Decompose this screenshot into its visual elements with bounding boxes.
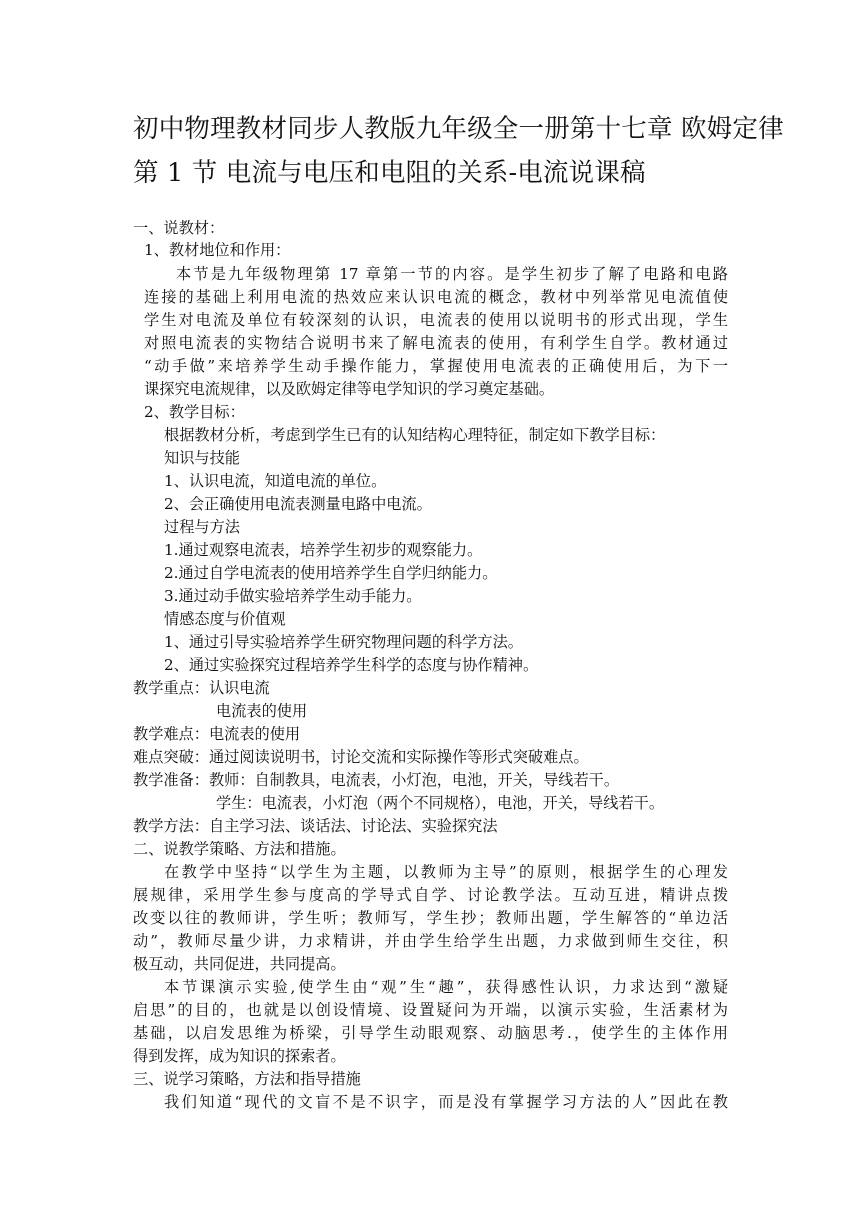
paragraph-line: 展规律，采用学生参与度高的学导式自学、讨论教学法。互动互进，精讲点拨 — [133, 886, 728, 904]
paragraph-line: 本节课演示实验,使学生由“观”生“趣”，获得感性认识，力求达到“激疑 — [164, 978, 728, 996]
paragraph-line: 极互动，共同促进，共同提高。 — [133, 955, 346, 973]
paragraph-line: 课探究电流规律，以及欧姆定律等电学知识的学习奠定基础。 — [144, 380, 555, 398]
paragraph-line: “动手做”来培养学生动手操作能力，掌握使用电流表的正确使用后，为下一 — [144, 357, 728, 375]
paragraph-line: 我们知道“现代的文盲不是不识字，而是没有掌握学习方法的人”因此在教 — [164, 1093, 728, 1111]
goal-category: 过程与方法 — [164, 518, 240, 536]
section-heading-1: 一、说教材： — [133, 219, 225, 237]
goal-item: 2、通过实验探究过程培养学生科学的态度与协作精神。 — [164, 656, 539, 674]
document-title-line-2: 第 1 节 电流与电压和电阻的关系-电流说课稿 — [133, 158, 646, 188]
teaching-difficulty: 教学难点：电流表的使用 — [133, 725, 301, 743]
teaching-preparation: 教学准备：教师：自制教具，电流表，小灯泡，电池，开关，导线若干。 — [133, 771, 619, 789]
goal-item: 1.通过观察电流表，培养学生初步的观察能力。 — [164, 541, 483, 559]
paragraph-line: 改变以往的教师讲，学生听；教师写，学生抄；教师出题，学生解答的“单边活 — [133, 909, 728, 927]
goal-item: 1、通过引导实验培养学生研究物理问题的科学方法。 — [164, 633, 523, 651]
paragraph-line: 连接的基础上利用电流的热效应来认识电流的概念，教材中列举常见电流值使 — [144, 288, 728, 306]
paragraph-line: 得到发挥，成为知识的探索者。 — [133, 1047, 346, 1065]
paragraph-line: 动”，教师尽量少讲，力求精讲，并由学生给学生出题，力求做到师生交往，积 — [133, 932, 728, 950]
section-heading-3: 三、说学习策略，方法和指导措施 — [133, 1070, 361, 1088]
subheading-2: 2、教学目标： — [144, 403, 245, 421]
document-title-line-1: 初中物理教材同步人教版九年级全一册第十七章 欧姆定律 — [133, 114, 784, 144]
difficulty-breakthrough: 难点突破：通过阅读说明书，讨论交流和实际操作等形式突破难点。 — [133, 748, 589, 766]
teaching-preparation-students: 学生：电流表，小灯泡（两个不同规格），电池，开关，导线若干。 — [216, 794, 665, 812]
paragraph-line: 启思”的目的，也就是以创设情境、设置疑问为开端，以演示实验，生活素材为 — [133, 1001, 728, 1019]
paragraph-line: 基础，以启发思维为桥梁，引导学生动眼观察、动脑思考.，使学生的主体作用 — [133, 1024, 728, 1042]
paragraph-line: 对照电流表的实物结合说明书来了解电流表的使用，有利学生自学。教材通过 — [144, 334, 728, 352]
goal-item: 3.通过动手做实验培养学生动手能力。 — [164, 587, 422, 605]
teaching-focus: 教学重点：认识电流 — [133, 679, 270, 697]
paragraph-line: 本节是九年级物理第 17 章第一节的内容。是学生初步了解了电路和电路 — [176, 265, 728, 283]
goal-category: 情感态度与价值观 — [164, 610, 286, 628]
goal-item: 1、认识电流，知道电流的单位。 — [164, 472, 387, 490]
goal-item: 2.通过自学电流表的使用培养学生自学归纳能力。 — [164, 564, 498, 582]
paragraph-line: 根据教材分析，考虑到学生已有的认知结构心理特征，制定如下教学目标： — [164, 426, 666, 444]
paragraph-line: 学生对电流及单位有较深刻的认识，电流表的使用以说明书的形式出现，学生 — [144, 311, 728, 329]
subheading-1: 1、教材地位和作用： — [144, 241, 291, 259]
goal-category: 知识与技能 — [164, 449, 240, 467]
teaching-focus-continued: 电流表的使用 — [216, 702, 308, 720]
paragraph-line: 在教学中坚持“以学生为主题，以教师为主导”的原则，根据学生的心理发 — [164, 863, 728, 881]
goal-item: 2、会正确使用电流表测量电路中电流。 — [164, 495, 432, 513]
section-heading-2: 二、说教学策略、方法和措施。 — [133, 840, 346, 858]
teaching-methods: 教学方法：自主学习法、谈话法、讨论法、实验探究法 — [133, 817, 498, 835]
